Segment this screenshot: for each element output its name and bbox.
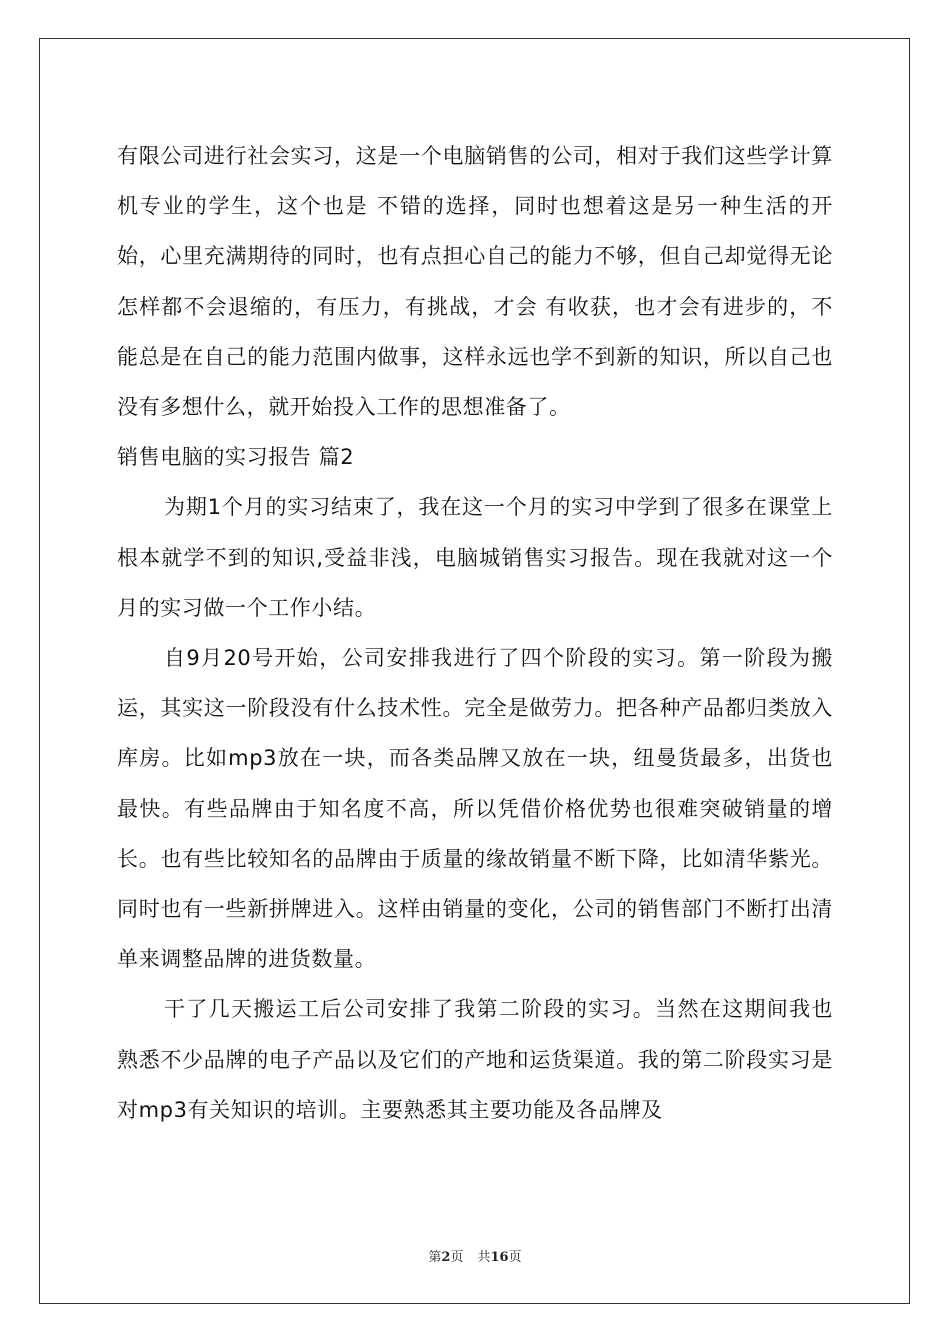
total-pages: 16 xyxy=(490,1250,509,1265)
document-body xyxy=(117,131,833,1135)
page-footer xyxy=(0,1246,950,1265)
total-suffix: 页 xyxy=(508,1250,522,1265)
section-heading: 销售电脑的实习报告 篇2 xyxy=(117,445,355,470)
paragraph-intro-continuation: 有限公司进行社会实习，这是一个电脑销售的公司，相对于我们这些学计算机专业的学生，这个也是 不错的选择，同时也想着这是另一种生活的开始，心里充满期待的同时，也有点担心自己的能力不够，但自己却觉得无论怎样都不会退缩的，有压力，有挑战，才会 有收获，也才会有进步的，不能总是在自己的能力范围内做事，这样永远也学不到新的知识，所以自己也没有多想什么，就开始投入工作的思想准备了。 xyxy=(117,144,833,420)
page-prefix: 第 xyxy=(428,1250,442,1265)
paragraph-stage-one: 自9月20号开始，公司安排我进行了四个阶段的实习。第一阶段为搬运，其实这一阶段没有什么技术性。完全是做劳力。把各种产品都归类放入库房。比如mp3放在一块，而各类品牌又放在一块，纽曼货最多，出货也最快。有些品牌由于知名度不高，所以凭借价格优势也很难突破销量的增长。也有些比较知名的品牌由于质量的缘故销量不断下降，比如清华紫光。同时也有一些新拼牌进入。这样由销量的变化，公司的销售部门不断打出清单来调整品牌的进货数量。 xyxy=(117,646,833,972)
page-number: 2 xyxy=(441,1250,451,1265)
total-prefix: 共 xyxy=(477,1250,491,1265)
paragraph-summary: 为期1个月的实习结束了，我在这一个月的实习中学到了很多在课堂上根本就学不到的知识,受益非浅，电脑城销售实习报告。现在我就对这一个月的实习做一个工作小结。 xyxy=(117,495,833,620)
paragraph-stage-two: 干了几天搬运工后公司安排了我第二阶段的实习。当然在这期间我也熟悉不少品牌的电子产品以及它们的产地和运货渠道。我的第二阶段实习是对mp3有关知识的培训。主要熟悉其主要功能及各品牌及 xyxy=(117,997,833,1122)
page-suffix: 页 xyxy=(450,1250,464,1265)
